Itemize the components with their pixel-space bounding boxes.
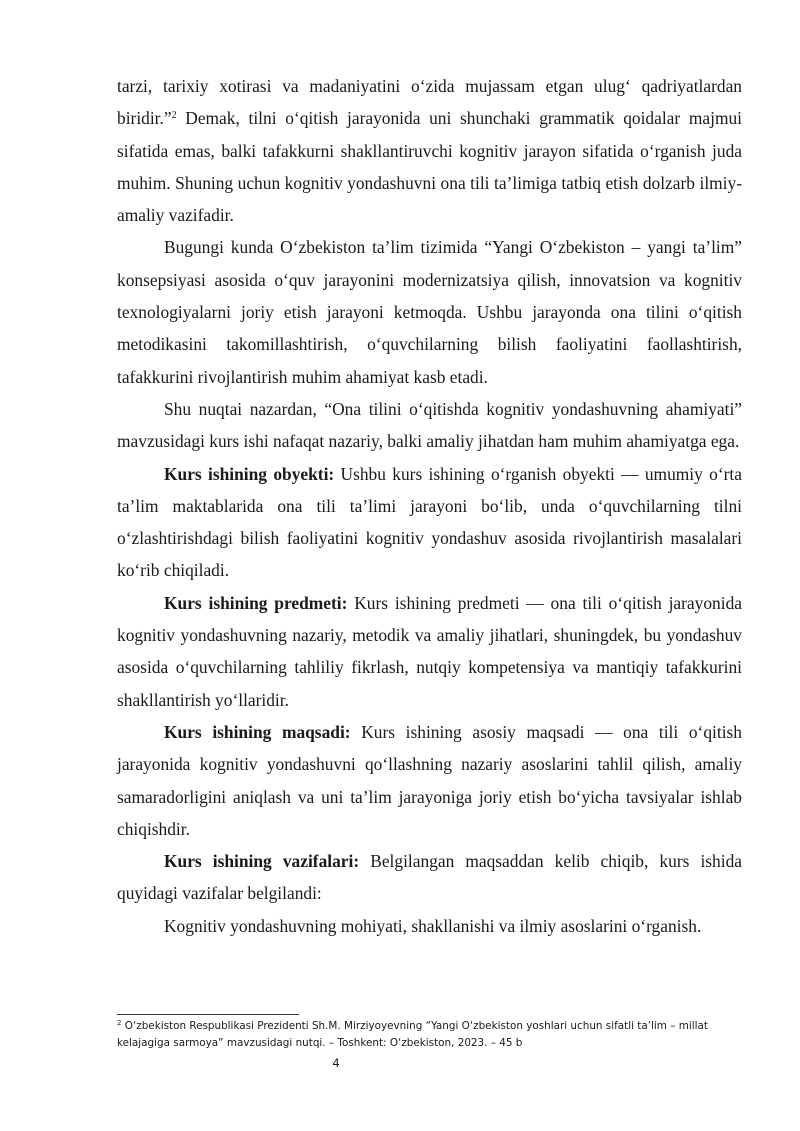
paragraph-tasks: Kurs ishining vazifalari: Belgilangan maqsaddan kelib chiqib, kurs ishida quyidagi vazifalar belgilandi: (117, 851, 742, 904)
paragraph-object: Kurs ishining obyekti: Ushbu kurs ishining o‘rganish obyekti — umumiy o‘rta ta’lim maktablarida ona tili ta’limi jarayoni bo‘lib, unda o‘quvchilarning tilni o‘zlashtirishdagi bilish faoliyatini kognitiv yondashuv asosida rivojlantirish masalalari ko‘rib chiqiladi. (117, 463, 742, 581)
paragraph-subject: Kurs ishining predmeti: Kurs ishining predmeti — ona tili o‘qitish jarayonida kognitiv yondashuvning nazariy, metodik va amaliy jihatlari, shuningdek, bu yondashuv asosida o‘quvchilarning tahliliy fikrlash, nutqiy kompetensiya va mantiqiy tafakkurini shakllantirish yo‘llaridir. (117, 592, 742, 710)
body-text (117, 70, 742, 942)
object-heading: Kurs ishining obyekti: (164, 463, 335, 484)
paragraph-2: Bugungi kunda O‘zbekiston ta’lim tizimida “Yangi O‘zbekiston – yangi ta’lim” konsepsiyasi asosida o‘quv jarayonini modernizatsiya qilish, innovatsion va kognitiv texnologiyalarni joriy etish jarayoni ketmoqda. Ushbu jarayonda ona tilini o‘qitish metodikasini takomillashtirish, o‘quvchilarning bilish faoliyatini faollashtirish, tafakkurini rivojlantirish muhim ahamiyat kasb etadi. (117, 237, 742, 387)
paragraph-task-1: Kognitiv yondashuvning mohiyati, shakllanishi va ilmiy asoslarini o‘rganish. (164, 915, 702, 936)
footnote-separator (117, 1014, 299, 1015)
tasks-heading: Kurs ishining vazifalari: (164, 851, 360, 872)
paragraph-goal: Kurs ishining maqsadi: Kurs ishining asosiy maqsadi — ona tili o‘qitish jarayonida kognitiv yondashuvni qo‘llashning nazariy asoslarini tahlil qilish, amaliy samaradorligini aniqlash va uni ta’lim jarayoniga joriy etish bo‘yicha tavsiyalar ishlab chiqishdir. (117, 721, 743, 839)
footnote-number: 2 (117, 1019, 122, 1027)
page-number: 4 (332, 1056, 340, 1070)
paragraph-3: Shu nuqtai nazardan, “Ona tilini o‘qitishda kognitiv yondashuvning ahamiyati” mavzusidagi kurs ishi nafaqat nazariy, balki amaliy jihatdan ham muhim ahamiyatga ega. (117, 398, 742, 452)
footnote-reference[interactable]: 2 (171, 110, 177, 122)
subject-heading: Kurs ishining predmeti: (164, 592, 348, 613)
goal-heading: Kurs ishining maqsadi: (164, 721, 351, 742)
paragraph-1: tarzi, tarixiy xotirasi va madaniyatini o‘zida mujassam etgan ulug‘ qadriyatlardan biridir.”$^2$ Demak, tilni o‘qitish jarayonida uni shunchaki grammatik qoidalar majmui sifatida emas, balki tafakkurni shakllantiruvchi kognitiv jarayon sifatida o‘rganish juda muhim. Shuning uchun kognitiv yondashuvni ona tili ta’limiga tatbiq etish dolzarb ilmiy-amaliy vazifadir. (117, 76, 742, 226)
footnote-text: O‘zbekiston Respublikasi Prezidenti Sh.M. Mirziyoyevning “Yangi O‘zbekiston yoshlari uchun sifatli ta’lim – millat kelajagiga sarmoya” mavzusidagi nutqi. – Toshkent: O‘zbekiston, 2023. – 45 b (117, 1020, 708, 1049)
footnote (117, 1018, 745, 1051)
